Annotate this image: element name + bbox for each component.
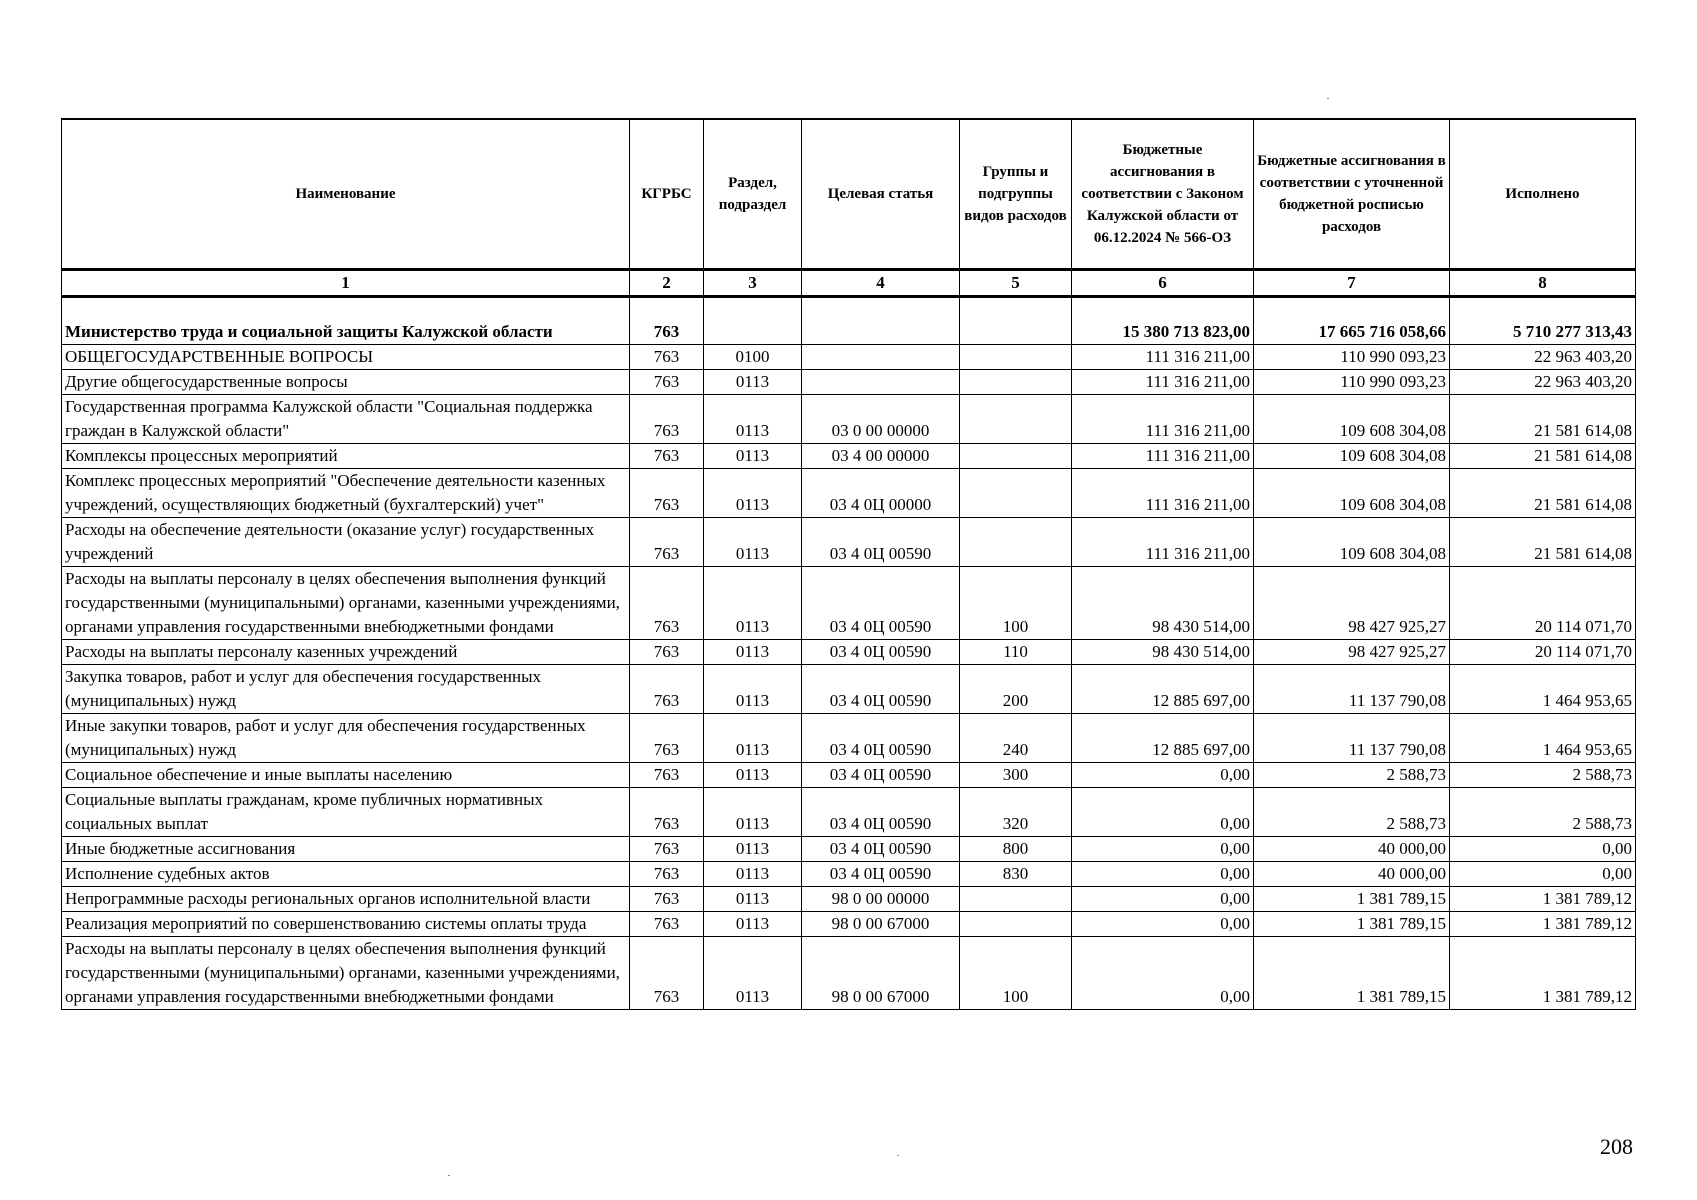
row-name: Исполнение судебных актов — [62, 862, 630, 887]
row-refined-amount: 1 381 789,15 — [1254, 912, 1450, 937]
row-refined-amount: 1 381 789,15 — [1254, 937, 1450, 1010]
row-target: 03 4 0Ц 00590 — [802, 862, 960, 887]
table-row — [62, 370, 1636, 395]
table-row — [62, 395, 1636, 444]
row-refined-amount: 11 137 790,08 — [1254, 665, 1450, 714]
row-name: Комплексы процессных мероприятий — [62, 444, 630, 469]
row-target: 98 0 00 67000 — [802, 937, 960, 1010]
header-row — [62, 119, 1636, 270]
row-executed-amount: 21 581 614,08 — [1450, 444, 1636, 469]
row-name: Государственная программа Калужской области "Социальная поддержка граждан в Калужской области" — [62, 395, 630, 444]
column-number: 1 — [62, 270, 630, 297]
header-groups: Группы и подгруппы видов расходов — [960, 119, 1072, 270]
table-row — [62, 912, 1636, 937]
table-row — [62, 887, 1636, 912]
row-group — [960, 370, 1072, 395]
row-name: Социальные выплаты гражданам, кроме публичных нормативных социальных выплат — [62, 788, 630, 837]
row-law-amount: 111 316 211,00 — [1072, 518, 1254, 567]
row-group — [960, 297, 1072, 345]
row-name: Непрограммные расходы региональных органов исполнительной власти — [62, 887, 630, 912]
budget-table — [61, 118, 1636, 1010]
row-kgrbs: 763 — [630, 763, 704, 788]
row-law-amount: 98 430 514,00 — [1072, 567, 1254, 640]
row-section: 0100 — [704, 345, 802, 370]
table-row — [62, 640, 1636, 665]
row-kgrbs: 763 — [630, 862, 704, 887]
row-section: 0113 — [704, 370, 802, 395]
page-number: 208 — [1600, 1134, 1633, 1159]
row-kgrbs: 763 — [630, 937, 704, 1010]
row-group — [960, 912, 1072, 937]
row-law-amount: 12 885 697,00 — [1072, 665, 1254, 714]
table-row — [62, 444, 1636, 469]
row-executed-amount: 20 114 071,70 — [1450, 640, 1636, 665]
row-name: Социальное обеспечение и иные выплаты населению — [62, 763, 630, 788]
row-executed-amount: 1 464 953,65 — [1450, 665, 1636, 714]
header-name: Наименование — [62, 119, 630, 270]
row-group — [960, 395, 1072, 444]
row-kgrbs: 763 — [630, 297, 704, 345]
row-kgrbs: 763 — [630, 837, 704, 862]
row-target: 03 0 00 00000 — [802, 395, 960, 444]
row-target: 03 4 00 00000 — [802, 444, 960, 469]
row-refined-amount: 2 588,73 — [1254, 788, 1450, 837]
row-name: ОБЩЕГОСУДАРСТВЕННЫЕ ВОПРОСЫ — [62, 345, 630, 370]
row-kgrbs: 763 — [630, 469, 704, 518]
header-refined: Бюджетные ассигнования в соответствии с уточненной бюджетной росписью расходов — [1254, 119, 1450, 270]
row-refined-amount: 98 427 925,27 — [1254, 640, 1450, 665]
row-section: 0113 — [704, 937, 802, 1010]
scan-speck — [897, 1155, 899, 1156]
column-number: 2 — [630, 270, 704, 297]
row-target: 03 4 0Ц 00590 — [802, 837, 960, 862]
row-section: 0113 — [704, 665, 802, 714]
row-refined-amount: 110 990 093,23 — [1254, 370, 1450, 395]
table-row — [62, 788, 1636, 837]
table-row — [62, 665, 1636, 714]
row-law-amount: 111 316 211,00 — [1072, 395, 1254, 444]
column-number: 3 — [704, 270, 802, 297]
row-name: Другие общегосударственные вопросы — [62, 370, 630, 395]
row-refined-amount: 109 608 304,08 — [1254, 518, 1450, 567]
row-target: 03 4 0Ц 00590 — [802, 567, 960, 640]
row-target: 03 4 0Ц 00590 — [802, 518, 960, 567]
row-kgrbs: 763 — [630, 370, 704, 395]
row-target: 03 4 0Ц 00590 — [802, 788, 960, 837]
row-name: Закупка товаров, работ и услуг для обеспечения государственных (муниципальных) нужд — [62, 665, 630, 714]
row-name: Расходы на выплаты персоналу в целях обеспечения выполнения функций государственными (муниципальными) органами, казенными учреждениями, органами управления государственными внебюджетными фондами — [62, 937, 630, 1010]
row-law-amount: 0,00 — [1072, 937, 1254, 1010]
row-kgrbs: 763 — [630, 640, 704, 665]
row-executed-amount: 22 963 403,20 — [1450, 345, 1636, 370]
row-executed-amount: 2 588,73 — [1450, 788, 1636, 837]
row-section: 0113 — [704, 640, 802, 665]
row-executed-amount: 21 581 614,08 — [1450, 518, 1636, 567]
row-group: 830 — [960, 862, 1072, 887]
row-name: Реализация мероприятий по совершенствованию системы оплаты труда — [62, 912, 630, 937]
row-refined-amount: 17 665 716 058,66 — [1254, 297, 1450, 345]
row-executed-amount: 1 381 789,12 — [1450, 937, 1636, 1010]
row-group — [960, 444, 1072, 469]
row-name: Министерство труда и социальной защиты Калужской области — [62, 297, 630, 345]
row-law-amount: 111 316 211,00 — [1072, 469, 1254, 518]
table-row — [62, 714, 1636, 763]
row-executed-amount: 21 581 614,08 — [1450, 469, 1636, 518]
row-executed-amount: 1 381 789,12 — [1450, 887, 1636, 912]
row-target — [802, 345, 960, 370]
row-executed-amount: 21 581 614,08 — [1450, 395, 1636, 444]
row-executed-amount: 1 464 953,65 — [1450, 714, 1636, 763]
column-number: 5 — [960, 270, 1072, 297]
table-body — [62, 297, 1636, 1010]
row-executed-amount: 5 710 277 313,43 — [1450, 297, 1636, 345]
row-section: 0113 — [704, 887, 802, 912]
row-name: Иные бюджетные ассигнования — [62, 837, 630, 862]
row-law-amount: 0,00 — [1072, 837, 1254, 862]
row-law-amount: 0,00 — [1072, 763, 1254, 788]
row-target: 03 4 0Ц 00590 — [802, 665, 960, 714]
column-number: 6 — [1072, 270, 1254, 297]
row-group: 240 — [960, 714, 1072, 763]
row-law-amount: 0,00 — [1072, 912, 1254, 937]
table-row — [62, 297, 1636, 345]
scan-speck — [448, 1175, 450, 1176]
row-kgrbs: 763 — [630, 912, 704, 937]
row-section: 0113 — [704, 862, 802, 887]
column-number: 8 — [1450, 270, 1636, 297]
row-refined-amount: 109 608 304,08 — [1254, 444, 1450, 469]
row-refined-amount: 109 608 304,08 — [1254, 469, 1450, 518]
row-target: 98 0 00 00000 — [802, 887, 960, 912]
row-section: 0113 — [704, 395, 802, 444]
row-target — [802, 297, 960, 345]
table-row — [62, 567, 1636, 640]
row-kgrbs: 763 — [630, 567, 704, 640]
header-kgrbs: КГРБС — [630, 119, 704, 270]
row-section: 0113 — [704, 518, 802, 567]
row-section — [704, 297, 802, 345]
column-number-row — [62, 270, 1636, 297]
row-kgrbs: 763 — [630, 788, 704, 837]
row-executed-amount: 22 963 403,20 — [1450, 370, 1636, 395]
row-executed-amount: 2 588,73 — [1450, 763, 1636, 788]
row-group: 320 — [960, 788, 1072, 837]
table-row — [62, 862, 1636, 887]
row-section: 0113 — [704, 912, 802, 937]
row-law-amount: 111 316 211,00 — [1072, 370, 1254, 395]
row-target — [802, 370, 960, 395]
row-section: 0113 — [704, 469, 802, 518]
row-law-amount: 111 316 211,00 — [1072, 444, 1254, 469]
row-law-amount: 0,00 — [1072, 862, 1254, 887]
header-executed: Исполнено — [1450, 119, 1636, 270]
row-group — [960, 887, 1072, 912]
row-refined-amount: 11 137 790,08 — [1254, 714, 1450, 763]
row-kgrbs: 763 — [630, 714, 704, 763]
row-group: 200 — [960, 665, 1072, 714]
row-group: 100 — [960, 937, 1072, 1010]
row-kgrbs: 763 — [630, 665, 704, 714]
table-row — [62, 837, 1636, 862]
row-kgrbs: 763 — [630, 518, 704, 567]
table-row — [62, 937, 1636, 1010]
row-target: 03 4 0Ц 00590 — [802, 640, 960, 665]
table-row — [62, 518, 1636, 567]
row-executed-amount: 0,00 — [1450, 862, 1636, 887]
table-row — [62, 469, 1636, 518]
row-group — [960, 469, 1072, 518]
row-kgrbs: 763 — [630, 887, 704, 912]
row-refined-amount: 109 608 304,08 — [1254, 395, 1450, 444]
row-section: 0113 — [704, 714, 802, 763]
table-row — [62, 763, 1636, 788]
row-kgrbs: 763 — [630, 444, 704, 469]
row-kgrbs: 763 — [630, 395, 704, 444]
column-number: 7 — [1254, 270, 1450, 297]
row-executed-amount: 1 381 789,12 — [1450, 912, 1636, 937]
table-row — [62, 345, 1636, 370]
row-refined-amount: 110 990 093,23 — [1254, 345, 1450, 370]
row-name: Расходы на выплаты персоналу в целях обеспечения выполнения функций государственными (муниципальными) органами, казенными учреждениями, органами управления государственными внебюджетными фондами — [62, 567, 630, 640]
row-name: Иные закупки товаров, работ и услуг для обеспечения государственных (муниципальных) нужд — [62, 714, 630, 763]
row-target: 03 4 0Ц 00590 — [802, 714, 960, 763]
header-law: Бюджетные ассигнования в соответствии с Законом Калужской области от 06.12.2024 № 566-ОЗ — [1072, 119, 1254, 270]
row-refined-amount: 40 000,00 — [1254, 862, 1450, 887]
row-group: 100 — [960, 567, 1072, 640]
row-executed-amount: 20 114 071,70 — [1450, 567, 1636, 640]
row-executed-amount: 0,00 — [1450, 837, 1636, 862]
row-law-amount: 15 380 713 823,00 — [1072, 297, 1254, 345]
row-group — [960, 345, 1072, 370]
row-section: 0113 — [704, 788, 802, 837]
row-law-amount: 0,00 — [1072, 887, 1254, 912]
header-section: Раздел, подраздел — [704, 119, 802, 270]
row-target: 03 4 0Ц 00590 — [802, 763, 960, 788]
row-refined-amount: 2 588,73 — [1254, 763, 1450, 788]
row-kgrbs: 763 — [630, 345, 704, 370]
row-section: 0113 — [704, 567, 802, 640]
row-section: 0113 — [704, 444, 802, 469]
row-group — [960, 518, 1072, 567]
row-group: 800 — [960, 837, 1072, 862]
row-group: 300 — [960, 763, 1072, 788]
row-target: 03 4 0Ц 00000 — [802, 469, 960, 518]
row-name: Комплекс процессных мероприятий "Обеспечение деятельности казенных учреждений, осуществляющих бюджетный (бухгалтерский) учет" — [62, 469, 630, 518]
row-law-amount: 98 430 514,00 — [1072, 640, 1254, 665]
row-refined-amount: 98 427 925,27 — [1254, 567, 1450, 640]
row-refined-amount: 1 381 789,15 — [1254, 887, 1450, 912]
row-target: 98 0 00 67000 — [802, 912, 960, 937]
row-name: Расходы на выплаты персоналу казенных учреждений — [62, 640, 630, 665]
row-section: 0113 — [704, 837, 802, 862]
row-group: 110 — [960, 640, 1072, 665]
row-law-amount: 12 885 697,00 — [1072, 714, 1254, 763]
row-refined-amount: 40 000,00 — [1254, 837, 1450, 862]
scan-speck — [1327, 98, 1329, 99]
header-target: Целевая статья — [802, 119, 960, 270]
row-name: Расходы на обеспечение деятельности (оказание услуг) государственных учреждений — [62, 518, 630, 567]
row-section: 0113 — [704, 763, 802, 788]
row-law-amount: 111 316 211,00 — [1072, 345, 1254, 370]
column-number: 4 — [802, 270, 960, 297]
row-law-amount: 0,00 — [1072, 788, 1254, 837]
